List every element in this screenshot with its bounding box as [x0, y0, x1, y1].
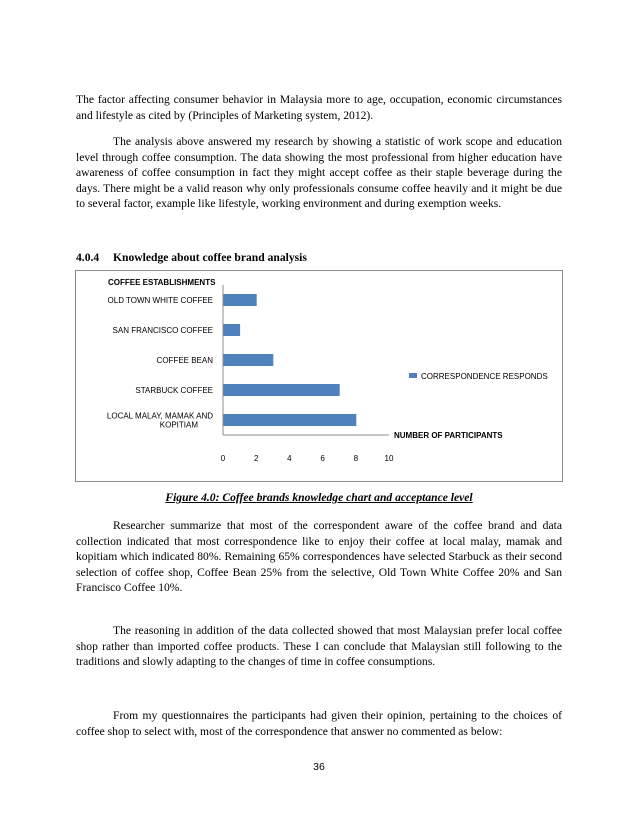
category-label-3: COFFEE BEAN [156, 356, 213, 365]
chart-x-ticks [221, 454, 394, 463]
x-tick-2: 2 [253, 454, 259, 463]
x-tick-8: 8 [353, 454, 359, 463]
x-tick-10: 10 [384, 454, 394, 463]
chart-x-axis-label: NUMBER OF PARTICIPANTS [394, 431, 503, 440]
figure-caption: Figure 4.0: Coffee brands knowledge chart and acceptance level [165, 491, 473, 504]
paragraph-analysis: The analysis above answered my research by showing a statistic of work scope and education level through coffee consumption. The data showing the most professional from higher education have awareness of coffee consumption in fact they might accept coffee as their staple beverage during the days. There might be a valid reason why only professionals consume coffee heavily and it might be due to several factor, example like lifestyle, working environment and during exemption weeks. [76, 135, 562, 211]
chart-bars [224, 294, 357, 426]
x-tick-6: 6 [320, 454, 325, 463]
page-number: 36 [313, 761, 325, 773]
paragraph-questionnaire: From my questionnaires the participants had given their opinion, pertaining to the choices of coffee shop to select with, most of the correspondence that answer no commented as below: [76, 709, 562, 738]
legend-label: CORRESPONDENCE RESPONDS [421, 372, 548, 381]
category-label-1: OLD TOWN WHITE COFFEE [107, 296, 213, 305]
paragraph-intro: The factor affecting consumer behavior in Malaysia more to age, occupation, economic circumstances and lifestyle as cited by (Principles of Marketing system, 2012). [76, 93, 562, 122]
coffee-brand-chart [75, 270, 563, 482]
section-heading [76, 251, 307, 264]
bar-5 [224, 414, 357, 426]
section-number: 4.0.4 [76, 251, 100, 264]
bar-4 [224, 384, 340, 396]
category-label-5: LOCAL MALAY, MAMAK AND KOPITIAM [106, 411, 213, 430]
chart-svg [76, 271, 562, 481]
category-label-2: SAN FRANCISCO COFFEE [112, 326, 213, 335]
paragraph-reasoning: The reasoning in addition of the data collected showed that most Malaysian prefer local coffee shop rather than imported coffee products. These I can conclude that Malaysian still following to the traditions and slowly adapting to the changes of time in coffee consumptions. [76, 624, 562, 669]
chart-title: COFFEE ESTABLISHMENTS [108, 278, 216, 287]
bar-2 [224, 324, 241, 336]
x-tick-4: 4 [287, 454, 292, 463]
paragraph-summary: Researcher summarize that most of the correspondent aware of the coffee brand and data collection indicated that most correspondence like to enjoy their coffee at local malay, mamak and kopitiam which indicated 80%. Remaining 65% correspondences have selected Starbuck as their second selection of coffee shop, Coffee Bean 25% from the selective, Old Town White Coffee 20% and San Francisco Coffee 10%. [76, 519, 562, 595]
bar-3 [224, 354, 274, 366]
category-label-4: STARBUCK COFFEE [135, 386, 213, 395]
bar-1 [224, 294, 257, 306]
legend-swatch [409, 373, 417, 378]
section-title: Knowledge about coffee brand analysis [113, 251, 307, 264]
x-tick-0: 0 [220, 454, 226, 463]
chart-category-labels [107, 296, 213, 430]
